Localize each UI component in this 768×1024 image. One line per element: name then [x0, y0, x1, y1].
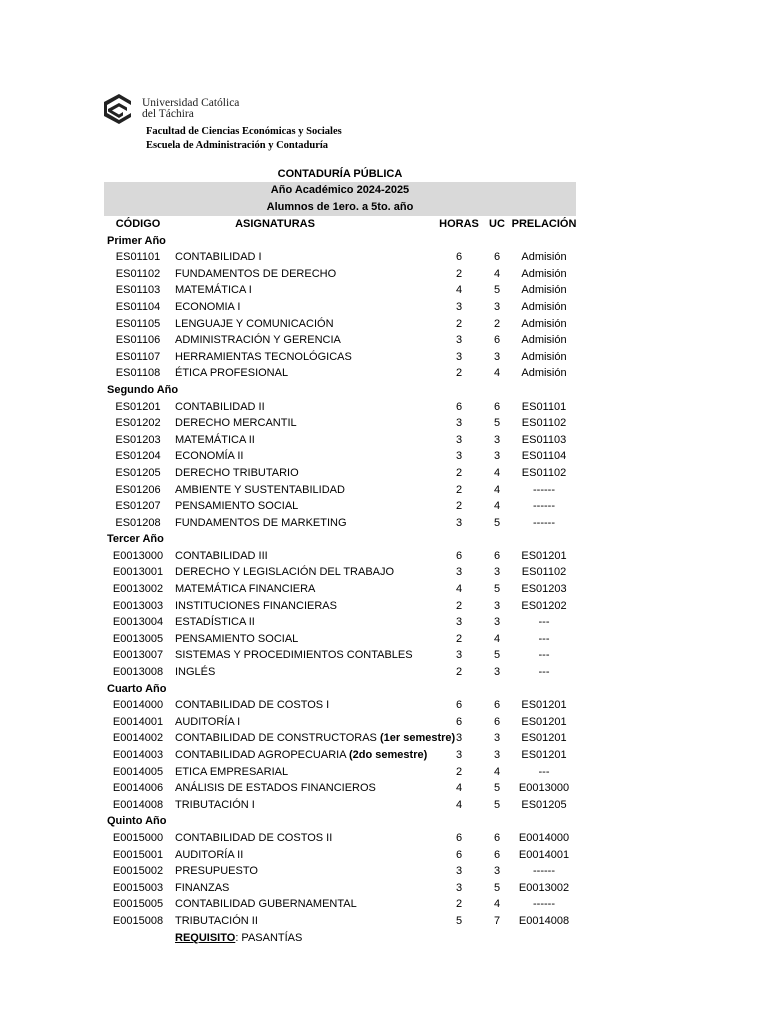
school-name: Escuela de Administración y Contaduría — [146, 139, 329, 151]
course-code: E0013008 — [112, 666, 164, 679]
course-code: ES01108 — [115, 367, 161, 380]
course-prereq: E0013002 — [518, 881, 570, 894]
course-hours: 3 — [455, 732, 463, 745]
course-code: E0014002 — [112, 732, 164, 745]
course-uc: 3 — [493, 300, 501, 313]
course-code: ES01104 — [115, 300, 161, 313]
course-name-cell — [175, 282, 252, 299]
course-prereq: Admisión — [521, 350, 567, 363]
course-hours: 3 — [455, 334, 463, 347]
course-hours: 2 — [455, 765, 463, 778]
course-code: ES01206 — [115, 483, 161, 496]
course-code: E0014006 — [112, 782, 164, 795]
course-uc: 3 — [493, 599, 501, 612]
course-prereq: Admisión — [521, 284, 567, 297]
course-prereq: Admisión — [521, 367, 567, 380]
course-name-cell — [175, 614, 255, 631]
course-prereq: ES01201 — [521, 549, 567, 562]
course-uc: 6 — [493, 334, 501, 347]
course-uc: 3 — [493, 749, 501, 761]
course-hours: 6 — [455, 848, 463, 861]
course-name: FUNDAMENTOS DE MARKETING — [175, 516, 347, 529]
table-row — [104, 432, 584, 449]
section-title: Primer Año — [107, 234, 166, 247]
course-name-cell — [175, 880, 229, 897]
course-code: ES01101 — [115, 251, 161, 264]
table-row — [104, 365, 584, 382]
course-uc: 6 — [493, 715, 501, 728]
section-title: Segundo Año — [107, 383, 179, 396]
course-hours: 6 — [455, 549, 463, 562]
course-code: E0015003 — [112, 881, 164, 894]
course-uc: 4 — [493, 765, 501, 778]
course-name-cell — [175, 797, 255, 814]
course-name: HERRAMIENTAS TECNOLÓGICAS — [175, 350, 352, 363]
course-prereq: ES01101 — [521, 400, 567, 413]
course-name: CONTABILIDAD DE COSTOS I — [175, 699, 330, 712]
course-prereq: --- — [538, 666, 550, 679]
course-uc: 6 — [493, 831, 501, 844]
course-name: TRIBUTACIÓN II — [175, 914, 258, 927]
course-uc: 5 — [493, 417, 501, 430]
course-uc: 6 — [493, 251, 501, 264]
course-uc: 2 — [493, 317, 501, 330]
course-name-cell — [175, 581, 315, 598]
table-row — [104, 797, 584, 814]
table-row — [104, 647, 584, 664]
course-name: TRIBUTACIÓN I — [175, 798, 255, 811]
course-name-cell — [175, 913, 258, 930]
course-name: CONTABILIDAD DE COSTOS II — [175, 831, 333, 844]
course-prereq: E0014001 — [518, 848, 570, 861]
course-hours: 3 — [455, 450, 463, 463]
course-hours: 2 — [455, 483, 463, 496]
header-uc: UC — [489, 218, 505, 230]
course-hours: 3 — [455, 417, 463, 430]
course-prereq: ES01201 — [521, 699, 567, 712]
course-code: E0013005 — [112, 632, 164, 645]
table-row — [104, 830, 584, 847]
course-name: INGLÉS — [175, 666, 216, 679]
course-prereq: Admisión — [521, 251, 567, 264]
course-uc: 4 — [493, 466, 501, 479]
section-row — [104, 233, 584, 250]
course-hours: 3 — [455, 616, 463, 629]
course-name: CONTABILIDAD GUBERNAMENTAL — [175, 898, 357, 911]
course-hours: 3 — [455, 649, 463, 662]
table-row — [104, 697, 584, 714]
course-hours: 5 — [455, 914, 463, 927]
course-code: E0014005 — [112, 765, 164, 778]
course-name: CONTABILIDAD DE CONSTRUCTORAS — [175, 732, 377, 745]
course-hours: 6 — [455, 831, 463, 844]
course-prereq: ES01205 — [521, 798, 567, 811]
table-row — [104, 564, 584, 581]
course-name: DERECHO MERCANTIL — [175, 417, 297, 430]
course-hours: 2 — [455, 632, 463, 645]
course-name-cell — [175, 830, 332, 847]
course-prereq: ES01201 — [521, 749, 567, 761]
course-name: PENSAMIENTO SOCIAL — [175, 632, 299, 645]
section-row — [104, 382, 584, 399]
course-code: ES01202 — [115, 417, 161, 430]
course-uc: 5 — [493, 782, 501, 795]
course-uc: 6 — [493, 848, 501, 861]
course-uc: 3 — [493, 433, 501, 446]
course-name: ÉTICA PROFESIONAL — [175, 367, 289, 380]
course-hours: 4 — [455, 284, 463, 297]
program-title: CONTADURÍA PÚBLICA — [277, 168, 403, 180]
table-row — [104, 399, 584, 416]
course-prereq: ------ — [533, 500, 555, 513]
course-name: ETICA EMPRESARIAL — [175, 765, 289, 778]
document-header — [104, 92, 404, 152]
table-header-row — [104, 216, 584, 233]
course-name-cell — [175, 714, 240, 731]
course-name-cell — [175, 647, 413, 664]
section-row — [104, 531, 584, 548]
course-name: PENSAMIENTO SOCIAL — [175, 500, 299, 513]
course-code: E0013002 — [112, 583, 164, 596]
course-name: CONTABILIDAD II — [175, 400, 265, 413]
course-name-cell — [175, 697, 329, 714]
section-title: Quinto Año — [107, 815, 167, 828]
table-row — [104, 498, 584, 515]
course-hours: 3 — [455, 566, 463, 579]
course-hours: 3 — [455, 350, 463, 363]
course-hours: 6 — [455, 715, 463, 728]
course-uc: 6 — [493, 699, 501, 712]
course-uc: 5 — [493, 284, 501, 297]
course-name-cell — [175, 266, 336, 283]
course-prereq: E0014000 — [518, 831, 570, 844]
course-prereq: ES01202 — [521, 599, 567, 612]
course-uc: 5 — [493, 649, 501, 662]
course-code: ES01203 — [115, 433, 161, 446]
requirement-text: : PASANTÍAS — [235, 931, 303, 944]
course-name: ECONOMÍA II — [175, 450, 244, 463]
course-prereq: ------ — [533, 516, 555, 529]
course-name-cell — [175, 365, 288, 382]
course-name: FUNDAMENTOS DE DERECHO — [175, 267, 337, 280]
course-code: ES01208 — [115, 516, 161, 529]
course-uc: 4 — [493, 500, 501, 513]
university-name — [142, 98, 239, 120]
course-name-cell — [175, 764, 288, 781]
course-hours: 6 — [455, 699, 463, 712]
course-code: ES01207 — [115, 500, 161, 513]
course-uc: 3 — [493, 865, 501, 878]
course-name-cell — [175, 316, 334, 333]
course-name-cell — [175, 730, 455, 747]
course-hours: 3 — [455, 300, 463, 313]
course-hours: 2 — [455, 500, 463, 513]
course-uc: 5 — [493, 798, 501, 811]
course-prereq: E0014008 — [518, 914, 570, 927]
course-name-cell — [175, 399, 265, 416]
table-row — [104, 780, 584, 797]
course-name-cell — [175, 548, 268, 565]
course-uc: 4 — [493, 367, 501, 380]
course-code: E0015002 — [112, 865, 164, 878]
course-name: ESTADÍSTICA II — [175, 616, 255, 629]
table-row — [104, 581, 584, 598]
course-code: E0014001 — [112, 715, 164, 728]
course-name: DERECHO Y LEGISLACIÓN DEL TRABAJO — [175, 566, 395, 579]
course-uc: 3 — [493, 732, 501, 745]
course-hours: 2 — [455, 666, 463, 679]
course-name: MATEMÁTICA FINANCIERA — [175, 583, 316, 596]
course-code: E0015008 — [112, 914, 164, 927]
students-line: Alumnos de 1ero. a 5to. año — [104, 199, 576, 216]
table-row — [104, 266, 584, 283]
course-prereq: ------ — [533, 865, 555, 878]
course-uc: 4 — [493, 632, 501, 645]
section-title: Tercer Año — [107, 533, 164, 546]
course-hours: 2 — [455, 267, 463, 280]
table-row — [104, 598, 584, 615]
table-row — [104, 465, 584, 482]
university-logo-icon — [104, 92, 134, 126]
table-row — [104, 863, 584, 880]
course-hours: 3 — [455, 865, 463, 878]
course-code: E0015001 — [112, 848, 164, 861]
course-prereq: --- — [538, 616, 550, 629]
course-hours: 2 — [455, 898, 463, 911]
course-hours: 4 — [455, 798, 463, 811]
requirement-row — [104, 930, 584, 947]
course-name-cell — [175, 664, 215, 681]
table-row — [104, 482, 584, 499]
course-name-cell — [175, 465, 299, 482]
course-name: AUDITORÍA I — [175, 715, 241, 728]
course-uc: 7 — [493, 914, 501, 927]
table-row — [104, 664, 584, 681]
course-code: ES01106 — [115, 334, 161, 347]
header-code: CÓDIGO — [115, 218, 161, 230]
table-row — [104, 249, 584, 266]
course-name-cell — [175, 482, 345, 499]
course-name-cell — [175, 299, 240, 316]
faculty-block — [146, 125, 342, 152]
course-name: SISTEMAS Y PROCEDIMIENTOS CONTABLES — [175, 649, 413, 662]
table-row — [104, 515, 584, 532]
course-prereq: ES01103 — [521, 433, 567, 446]
course-code: ES01201 — [115, 400, 161, 413]
course-note: (2do semestre) — [349, 749, 428, 761]
course-hours: 3 — [455, 433, 463, 446]
course-prereq: Admisión — [521, 300, 567, 313]
course-name-cell — [175, 515, 347, 532]
course-uc: 6 — [493, 400, 501, 413]
course-uc: 3 — [493, 666, 501, 679]
course-hours: 3 — [455, 749, 463, 761]
course-name: AMBIENTE Y SUSTENTABILIDAD — [175, 483, 345, 496]
course-code: E0014000 — [112, 699, 164, 712]
course-hours: 4 — [455, 583, 463, 596]
course-name-cell — [175, 847, 243, 864]
course-name: AUDITORÍA II — [175, 848, 244, 861]
table-row — [104, 299, 584, 316]
course-prereq: --- — [538, 649, 550, 662]
course-note: (1er semestre) — [379, 732, 456, 745]
course-name-cell — [175, 747, 427, 764]
table-row — [104, 349, 584, 366]
course-uc: 4 — [493, 267, 501, 280]
table-row — [104, 880, 584, 897]
course-name-cell — [175, 432, 255, 449]
course-name-cell — [175, 598, 337, 615]
course-prereq: --- — [538, 632, 550, 645]
course-name-cell — [175, 249, 262, 266]
course-name: ADMINISTRACIÓN Y GERENCIA — [175, 334, 341, 347]
course-code: E0013001 — [112, 566, 164, 579]
course-prereq: ES01102 — [521, 417, 567, 430]
course-prereq: ES01203 — [521, 583, 567, 596]
course-name: INSTITUCIONES FINANCIERAS — [175, 599, 337, 612]
course-name: LENGUAJE Y COMUNICACIÓN — [175, 317, 334, 330]
course-code: ES01107 — [115, 350, 161, 363]
course-uc: 5 — [493, 516, 501, 529]
course-name-cell — [175, 896, 357, 913]
course-name-cell — [175, 631, 298, 648]
course-name-cell — [175, 564, 394, 581]
course-name-cell — [175, 863, 258, 880]
course-code: ES01105 — [115, 317, 161, 330]
course-prereq: ES01102 — [521, 566, 567, 579]
course-uc: 3 — [493, 350, 501, 363]
faculty-name: Facultad de Ciencias Económicas y Sociales — [146, 126, 342, 137]
course-name: MATEMÁTICA I — [175, 284, 252, 297]
section-title: Cuarto Año — [107, 682, 167, 695]
course-prereq: Admisión — [521, 334, 567, 347]
course-hours: 4 — [455, 782, 463, 795]
academic-year: Año Académico 2024-2025 — [104, 182, 576, 199]
course-name-cell — [175, 332, 341, 349]
course-uc: 3 — [493, 566, 501, 579]
course-code: ES01102 — [115, 267, 161, 280]
course-code: E0013004 — [112, 616, 164, 629]
course-prereq: ES01201 — [521, 732, 567, 745]
section-row — [104, 813, 584, 830]
course-name: CONTABILIDAD AGROPECUARIA — [175, 749, 346, 761]
course-name-cell — [175, 498, 298, 515]
course-name: PRESUPUESTO — [175, 865, 258, 878]
course-name: CONTABILIDAD III — [175, 549, 268, 562]
course-uc: 5 — [493, 583, 501, 596]
course-code: E0014003 — [112, 749, 164, 761]
course-hours: 2 — [455, 466, 463, 479]
section-row — [104, 681, 584, 698]
table-row — [104, 896, 584, 913]
table-row — [104, 714, 584, 731]
table-row — [104, 730, 584, 747]
course-name-cell — [175, 349, 352, 366]
course-code: E0013007 — [112, 649, 164, 662]
course-prereq: ES01102 — [521, 466, 567, 479]
course-code: ES01204 — [115, 450, 161, 463]
course-name-cell — [175, 780, 376, 797]
course-hours: 2 — [455, 367, 463, 380]
course-prereq: ------ — [533, 898, 555, 911]
course-name-cell — [175, 415, 297, 432]
course-name: CONTABILIDAD I — [175, 251, 262, 264]
course-uc: 3 — [493, 450, 501, 463]
table-row — [104, 764, 584, 781]
course-name: ANÁLISIS DE ESTADOS FINANCIEROS — [175, 782, 376, 795]
course-code: ES01103 — [115, 284, 161, 297]
requirement-label: REQUISITO — [175, 931, 236, 944]
course-code: E0013003 — [112, 599, 164, 612]
table-row — [104, 548, 584, 565]
table-row — [104, 448, 584, 465]
course-code: E0014008 — [112, 798, 164, 811]
course-name-cell — [175, 448, 243, 465]
table-row — [104, 316, 584, 333]
course-name: FINANZAS — [175, 881, 230, 894]
header-subjects: ASIGNATURAS — [235, 218, 315, 230]
table-row — [104, 415, 584, 432]
course-prereq: Admisión — [521, 317, 567, 330]
table-row — [104, 847, 584, 864]
course-hours: 2 — [455, 599, 463, 612]
university-name-line2: del Táchira — [142, 108, 194, 120]
course-code: E0015005 — [112, 898, 164, 911]
course-uc: 5 — [493, 881, 501, 894]
table-row — [104, 332, 584, 349]
course-hours: 6 — [455, 400, 463, 413]
header-hours: HORAS — [439, 218, 479, 230]
course-code: E0013000 — [112, 549, 164, 562]
curriculum-table — [104, 216, 584, 946]
table-row — [104, 282, 584, 299]
course-code: E0015000 — [112, 831, 164, 844]
course-prereq: Admisión — [521, 267, 567, 280]
course-uc: 4 — [493, 483, 501, 496]
course-name: MATEMÁTICA II — [175, 433, 255, 446]
course-name: DERECHO TRIBUTARIO — [175, 466, 299, 479]
course-uc: 6 — [493, 549, 501, 562]
table-row — [104, 913, 584, 930]
course-prereq: E0013000 — [518, 782, 570, 795]
header-prereq: PRELACIÓN — [511, 218, 577, 230]
course-code: ES01205 — [115, 466, 161, 479]
course-prereq: ------ — [533, 483, 555, 496]
university-name-line1: Universidad Católica — [142, 97, 240, 109]
course-uc: 4 — [493, 898, 501, 911]
requirement-cell — [175, 930, 302, 947]
course-uc: 3 — [493, 616, 501, 629]
table-row — [104, 614, 584, 631]
course-prereq: --- — [538, 765, 550, 778]
table-row — [104, 631, 584, 648]
course-hours: 3 — [455, 881, 463, 894]
course-hours: 3 — [455, 516, 463, 529]
course-prereq: ES01201 — [521, 715, 567, 728]
table-row — [104, 747, 584, 764]
course-name: ECONOMIA I — [175, 300, 241, 313]
course-hours: 6 — [455, 251, 463, 264]
course-hours: 2 — [455, 317, 463, 330]
course-prereq: ES01104 — [521, 450, 567, 463]
